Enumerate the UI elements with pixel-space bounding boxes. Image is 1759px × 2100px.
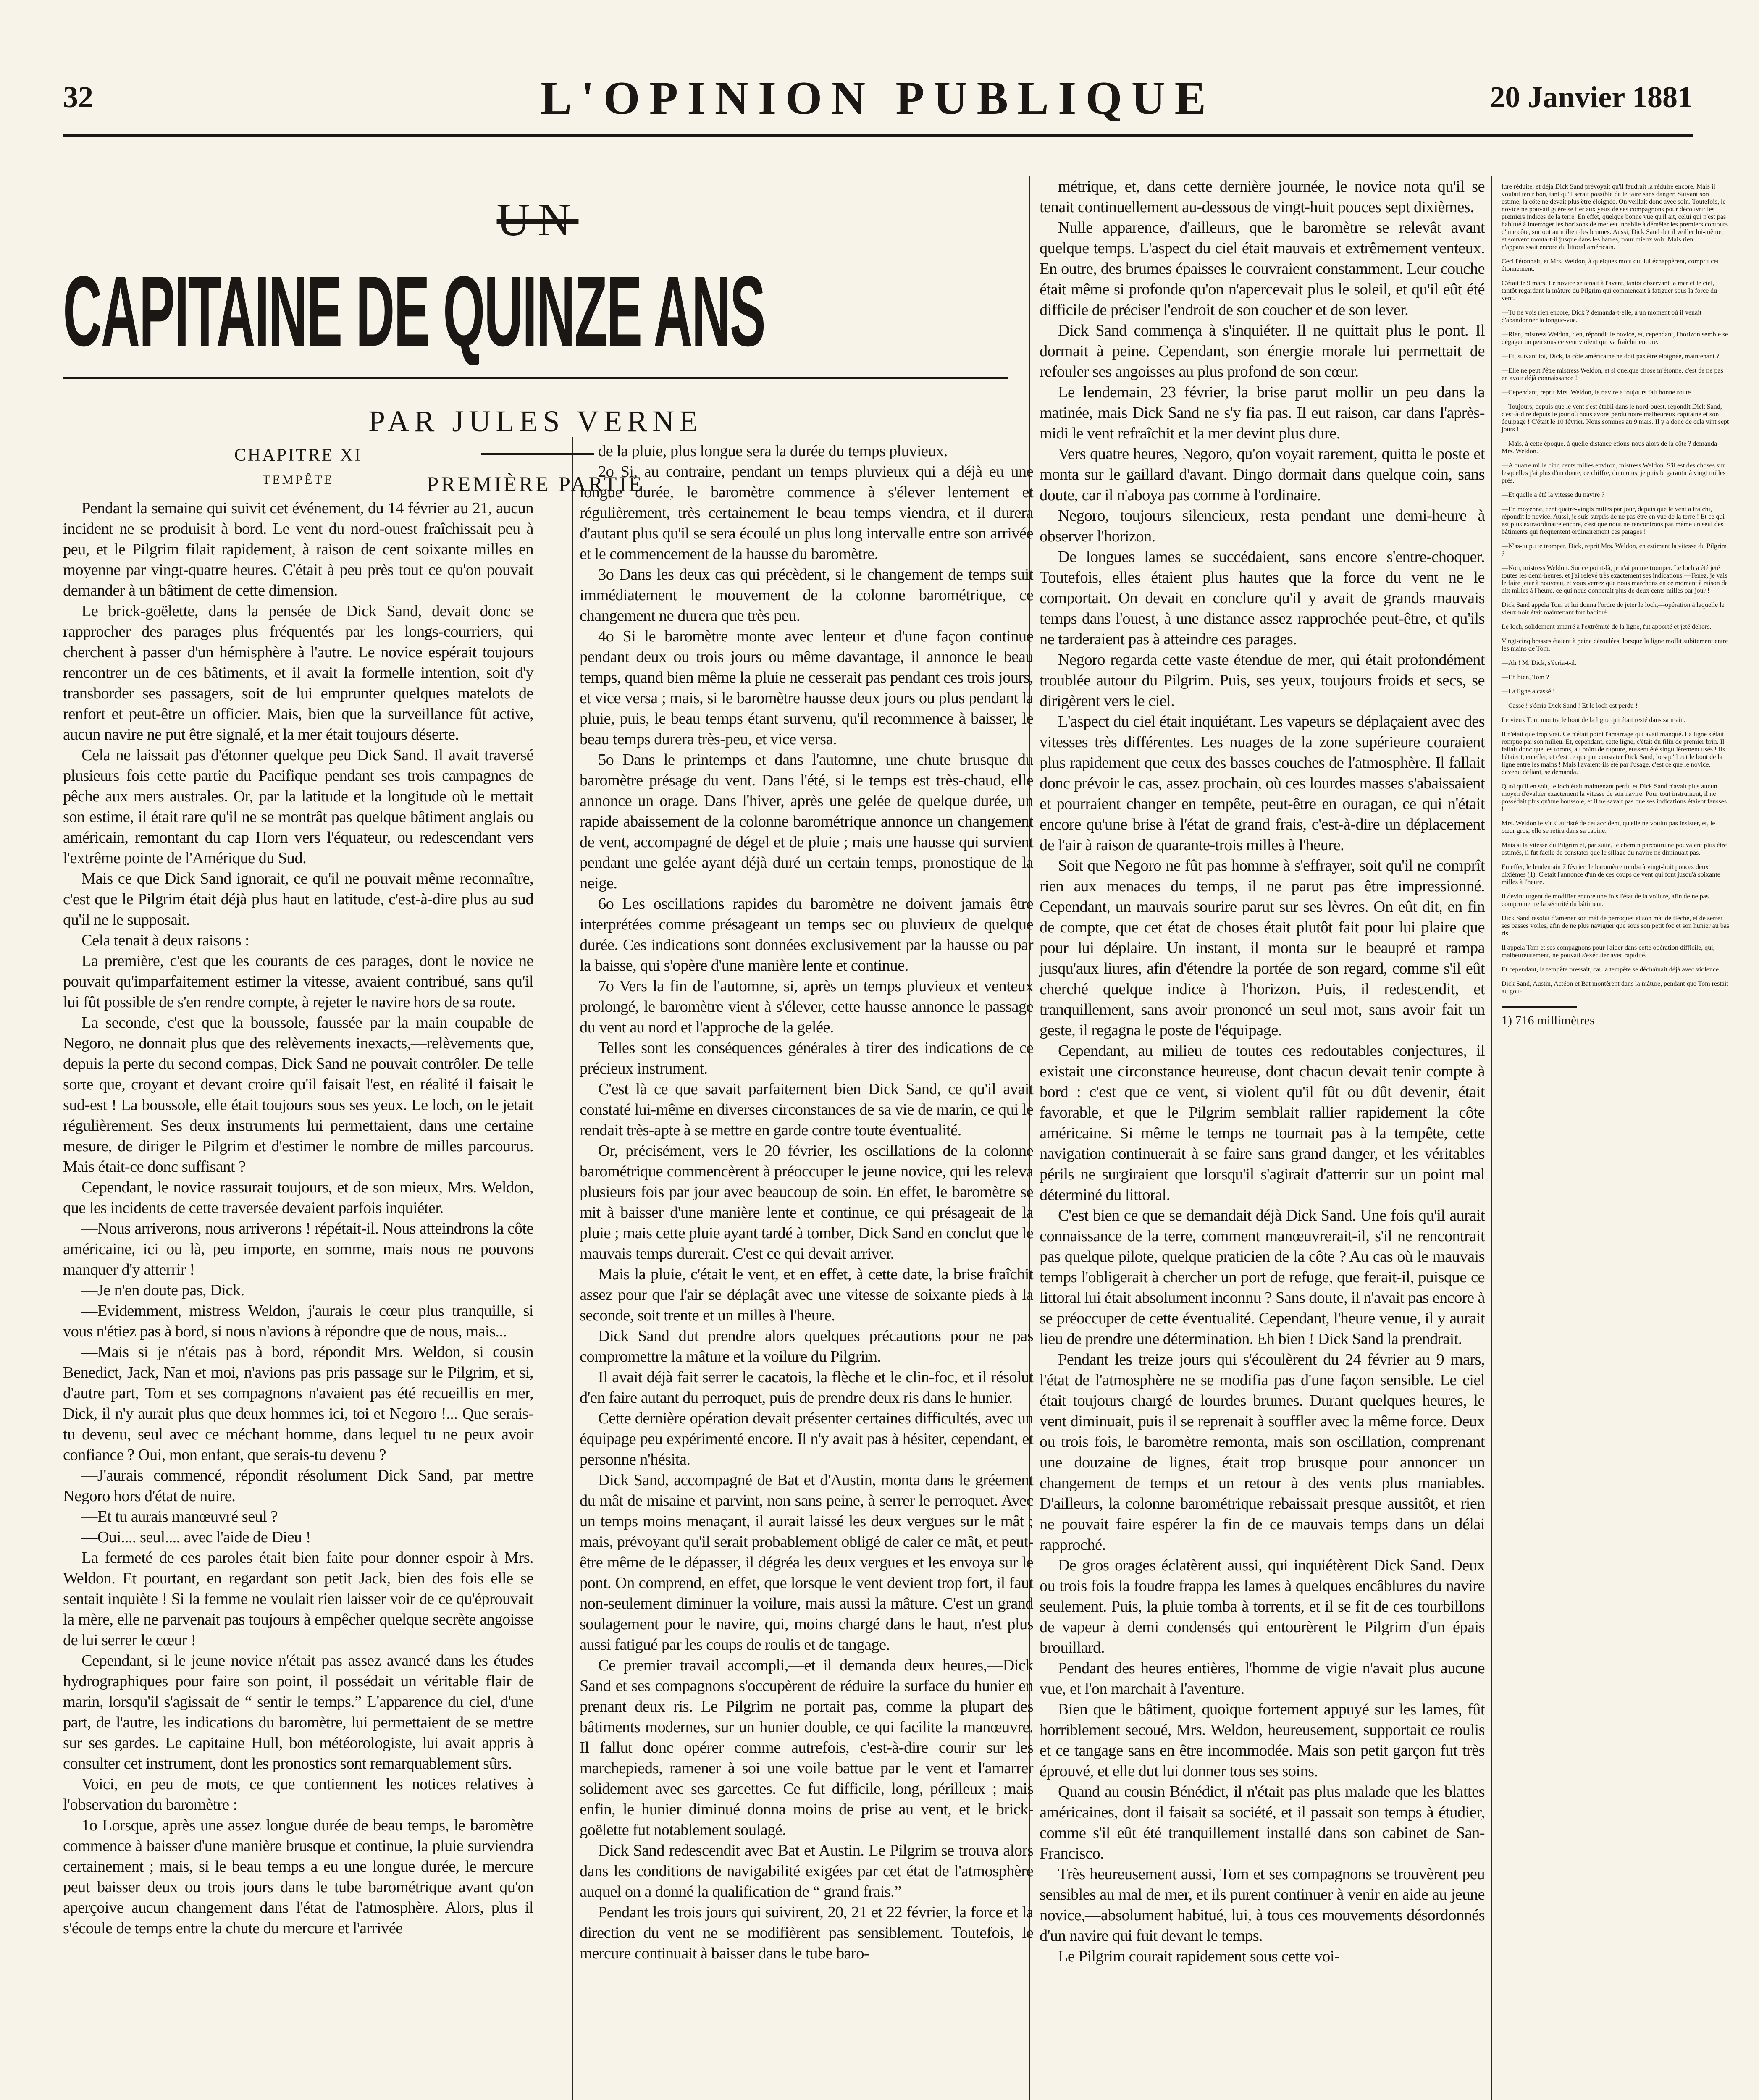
paragraph: —Toujours, depuis que le vent s'est établi dans le nord-ouest, répondit Dick Sand, c'est-à-dire depuis le jour où nous avons perdu notre malheureux capitaine et son équipage ! C'était le 10 février. Nous sommes au 9 mars. Il y a donc de cela vint sept jours ! bbox=[1502, 403, 1729, 433]
paragraph: La fermeté de ces paroles était bien faite pour donner espoir à Mrs. Weldon. Et pourtant, en regardant son petit Jack, bien des fois elle se sentait inquiète ! Si la femme ne voulait rien laisser voir de ce qu'éprouvait la mère, elle ne parvenait pas toujours à empêcher quelque secrète angoisse de lui serrer le cœur ! bbox=[63, 1549, 533, 1649]
part-heading: PREMIÈRE PARTIE bbox=[427, 472, 644, 496]
chapter-title: TEMPÊTE bbox=[263, 473, 334, 487]
paragraph: Pendant la semaine qui suivit cet événement, du 14 février au 21, aucun incident ne se produisit à bord. Le vent du nord-ouest fraîchissait peu à peu, et le Pilgrim filait rapidement, à raison de cent soixante milles en moyenne par vingt-quatre heures. C'était à peu près tout ce qu'on pouvait demander à un bâtiment de cette dimension. bbox=[63, 499, 533, 599]
paragraph: Mais si la vitesse du Pilgrim et, par suite, le chemin parcouru ne pouvaient plus être estimés, il fut facile de constater que le sillage du navire ne diminuait pas. bbox=[1502, 842, 1727, 856]
paragraph: —Nous arriverons, nous arriverons ! répétait-il. Nous atteindrons la côte américaine, ici ou là, peu importe, en somme, mais nous ne pouvons manquer d'y atterrir ! bbox=[63, 1220, 533, 1278]
page-number: 32 bbox=[63, 80, 93, 114]
masthead-rule bbox=[63, 134, 1693, 137]
paragraph: Il n'était que trop vrai. Ce n'était point l'amarrage qui avait manqué. La ligne s'était rompue par son milieu. Et, cependant, cette ligne, c'était du filin de premier brin. Il fallait donc que les torons, au point de rupture, eussent été singulièrement usés ! Ils l'étaient, en effet, et c'est ce que put constater Dick Sand, lorsqu'il eut le bout de la ligne entre les mains ! Mais l'avaient-ils été par l'usage, c'est ce que le novice, devenu défiant, se demanda. bbox=[1502, 731, 1725, 776]
paragraph: Le lendemain, 23 février, la brise parut mollir un peu dans la matinée, mais Dick Sand ne s'y fia pas. Il eut raison, car dans l'après-midi le vent refraîchit et la mer devint plus dure. bbox=[1040, 383, 1485, 442]
paragraph: 7o Vers la fin de l'automne, si, après un temps pluvieux et venteux prolongé, le baromètre vient à s'élever, cette hausse annonce le passage du vent au nord et l'approche de la gelée. bbox=[580, 977, 1033, 1036]
paragraph: —Ah ! M. Dick, s'écria-t-il. bbox=[1502, 659, 1577, 667]
paragraph: Voici, en peu de mots, ce que contiennent les notices relatives à l'observation du baromètre : bbox=[63, 1775, 533, 1814]
paragraph: lure réduite, et déjà Dick Sand prévoyait qu'il faudrait la réduire encore. Mais il voulait tenir bon, tant qu'il serait possible de le faire sans danger. Suivant son estime, la côte ne devait plus être éloignée. On veillait donc avec soin. Toutefois, le novice ne pouvait guère se fier aux yeux de ses compagnons pour découvrir les premiers indices de la terre. En effet, quelque bonne vue qu'il ait, celui qui n'est pas habitué à interroger les horizons de mer est inhabile à démêler les premiers contours d'une côte, surtout au milieu des brumes. Aussi, Dick Sand dut il veiller lui-même, et souvent monta-t-il jusque dans les barres, pour mieux voir. Mais rien n'apparaissait encore du littoral américain. bbox=[1502, 183, 1728, 251]
footnote: 1) 716 millimètres bbox=[1502, 1013, 1595, 1027]
paragraph: Negoro, toujours silencieux, resta pendant une demi-heure à observer l'horizon. bbox=[1040, 507, 1485, 545]
paragraph: Cela tenait à deux raisons : bbox=[81, 932, 249, 949]
column-divider bbox=[1491, 176, 1492, 2100]
feuilleton-title: CAPITAINE DE QUINZE ANS bbox=[63, 256, 765, 367]
paragraph: C'est là ce que savait parfaitement bien Dick Sand, ce qu'il avait constaté lui-même en diverses circonstances de sa vie de marin, ce qui le rendait très-apte à se mettre en garde contre toute éventualité. bbox=[580, 1080, 1033, 1139]
paragraph: Il devint urgent de modifier encore une fois l'état de la voilure, afin de ne pas compromettre la sécurité du bâtiment. bbox=[1502, 893, 1709, 908]
paragraph: —Rien, mistress Weldon, rien, répondit le novice, et, cependant, l'horizon semble se dégager un peu sous ce vent violent qui va fraîchir encore. bbox=[1502, 331, 1728, 346]
title-rule bbox=[63, 377, 1008, 379]
paragraph: Le Pilgrim courait rapidement sous cette voi- bbox=[1058, 1948, 1340, 1965]
paragraph: —Tu ne vois rien encore, Dick ? demanda-t-elle, à un moment où il venait d'abandonner la longue-vue. bbox=[1502, 309, 1702, 324]
paragraph: Dick Sand redescendit avec Bat et Austin. Le Pilgrim se trouva alors dans les conditions de navigabilité exigées par cet état de l'atmosphère auquel on a donné la qualification de “ grand frais.” bbox=[580, 1842, 1033, 1900]
newspaper-title: L'OPINION PUBLIQUE bbox=[540, 72, 1216, 124]
paragraph: Le loch, solidement amarré à l'extrémité de la ligne, fut apporté et jeté dehors. bbox=[1502, 623, 1712, 630]
paragraph: Et cependant, la tempête pressait, car la tempête se déchaînait déjà avec violence. bbox=[1502, 966, 1721, 973]
paragraph: Or, précisément, vers le 20 février, les oscillations de la colonne barométrique commencèrent à préoccuper le jeune novice, qui les releva plusieurs fois par jour avec beaucoup de soin. En effet, le baromètre se mit à baisser d'une manière lente et continue, ce qui présageait de la pluie ; mais cette pluie ayant tardé à tomber, Dick Sand en conclut que le mauvais temps durerait. C'est ce qui devait arriver. bbox=[580, 1142, 1033, 1263]
paragraph: Cependant, si le jeune novice n'était pas assez avancé dans les études hydrographiques pour faire son point, il possédait un véritable flair de marin, lorsqu'il s'agissait de “ sentir le temps.” L'apparence du ciel, d'une part, de l'autre, les indications du baromètre, lui permettaient de se mettre sur ses gardes. Le capitaine Hull, bon météorologiste, lui avait appris à consulter cet instrument, dont les pronostics sont remarquablement sûrs. bbox=[63, 1652, 533, 1772]
paragraph: Il appela Tom et ses compagnons pour l'aider dans cette opération difficile, qui, malheureusement, ne pouvait s'exécuter avec rapidité. bbox=[1502, 944, 1715, 959]
paragraph: Dick Sand, Austin, Actéon et Bat montèrent dans la mâture, pendant que Tom restait au gou- bbox=[1502, 980, 1728, 995]
paragraph: —J'aurais commencé, répondit résolument Dick Sand, par mettre Negoro hors d'état de nuire. bbox=[63, 1467, 533, 1505]
text-column-2 bbox=[580, 441, 1033, 1964]
paragraph: Dick Sand commença à s'inquiéter. Il ne quittait plus le pont. Il dormait à peine. Cependant, son énergie morale lui permettait de refouler ses angoisses au plus profond de son cœur. bbox=[1040, 322, 1485, 381]
column-1-body bbox=[63, 498, 533, 1939]
paragraph: Il avait déjà fait serrer le cacatois, la flèche et le clin-foc, et il résolut d'en faire autant du perroquet, puis de prendre deux ris dans le hunier. bbox=[580, 1368, 1033, 1407]
paragraph: Cependant, au milieu de toutes ces redoutables conjectures, il existait une circonstance heureuse, dont chacun devait tenir compte à bord : c'est que ce vent, si violent qu'il fût ou dût devenir, était favorable, et que le Pilgrim semblait rallier rapidement la côte américaine. Si même le temps ne tournait pas à la tempête, cette navigation continuerait à se faire sans grand danger, et les véritables périls ne surgiraient que lorsqu'il s'agirait d'atterrir sur un point mal déterminé du littoral. bbox=[1040, 1042, 1485, 1204]
paragraph: Mrs. Weldon le vit si attristé de cet accident, qu'elle ne voulut pas insister, et, le cœur gros, elle se retira dans sa cabine. bbox=[1502, 820, 1715, 835]
paragraph: —Je n'en doute pas, Dick. bbox=[81, 1281, 244, 1299]
paragraph: —Elle ne peut l'être mistress Weldon, et si quelque chose m'étonne, c'est de ne pas en avoir déjà connaissance ! bbox=[1502, 367, 1723, 382]
paragraph: Cette dernière opération devait présenter certaines difficultés, avec un équipage peu expérimenté encore. Il n'y avait pas à hésiter, cependant, et personne n'hésita. bbox=[580, 1410, 1033, 1468]
column-divider bbox=[572, 437, 573, 2100]
column-3-body bbox=[1040, 176, 1485, 1967]
text-column-4-body bbox=[1502, 176, 1730, 1028]
paragraph: —Et tu aurais manœuvré seul ? bbox=[81, 1508, 278, 1525]
paragraph: Pendant les trois jours qui suivirent, 20, 21 et 22 février, la force et la direction du vent ne se modifièrent pas sensiblement. Toutefois, le mercure continuait à baisser dans le tube baro- bbox=[580, 1903, 1033, 1962]
paragraph: —Mais, à cette époque, à quelle distance étions-nous alors de la côte ? demanda Mrs. Weldon. bbox=[1502, 440, 1717, 455]
paragraph: Cela ne laissait pas d'étonner quelque peu Dick Sand. Il avait traversé plusieurs fois cette partie du Pacifique pendant ses trois campagnes de pêche aux mers australes. Or, par la latitude et la longitude où le mettait son estime, il était rare qu'il ne se montrât pas quelque bâtiment anglais ou américain, remontant du cap Horn vers l'équateur, ou redescendant vers l'extrême pointe de l'Amérique du Sud. bbox=[63, 746, 533, 867]
title-article: UN bbox=[496, 194, 579, 245]
paragraph: Le vieux Tom montra le bout de la ligne qui était resté dans sa main. bbox=[1502, 717, 1686, 724]
paragraph: De longues lames se succédaient, sans encore s'entre-choquer. Toutefois, elles étaient plus hautes que la force du vent ne le comportait. On devait en conclure qu'il y avait de grands mauvais temps dans l'ouest, à une distance assez rapprochée peut-être, et qu'ils ne tarderaient pas à atteindre ces parages. bbox=[1040, 548, 1485, 648]
author-line: PAR JULES VERNE bbox=[368, 404, 703, 438]
issue-date: 20 Janvier 1881 bbox=[1490, 80, 1693, 114]
text-column-1 bbox=[63, 441, 533, 1939]
column-4-body bbox=[1502, 183, 1730, 995]
paragraph: C'est bien ce que se demandait déjà Dick Sand. Une fois qu'il aurait connaissance de la terre, comment manœuvrerait-il, s'il ne rencontrait pas quelque pilote, quelque praticien de la côte ? Au cas où le mauvais temps l'obligerait à chercher un port de refuge, que ferait-il, puisque ce littoral lui était absolument inconnu ? Sans doute, il n'avait pas encore à se préoccuper de cette éventualité. Cependant, l'heure venue, il y aurait lieu de prendre une détermination. Eh bien ! Dick Sand la prendrait. bbox=[1040, 1207, 1485, 1348]
column-2-body bbox=[580, 441, 1033, 1964]
paragraph: 1o Lorsque, après une assez longue durée de beau temps, le baromètre commence à baisser d'une manière brusque et continue, la pluie surviendra certainement ; mais, si le beau temps a eu une longue durée, le mercure peut baisser deux ou trois jours dans le tube barométrique avant qu'on aperçoive aucun changement dans l'état de l'atmosphère. Alors, plus il s'écoule de temps entre la chute du mercure et l'arrivée bbox=[63, 1816, 533, 1937]
paragraph: Negoro regarda cette vaste étendue de mer, qui était profondément troublée autour du Pilgrim. Puis, ses yeux, toujours froids et secs, se dirigèrent vers le ciel. bbox=[1040, 651, 1485, 710]
paragraph: Très heureusement aussi, Tom et ses compagnons se trouvèrent peu sensibles au mal de mer, et ils purent continuer à venir en aide au jeune novice,—absolument habitué, lui, à tous ces mouvements désordonnés d'un navire qui fuit devant le temps. bbox=[1040, 1865, 1485, 1945]
paragraph: 5o Dans le printemps et dans l'automne, une chute brusque du baromètre présage du vent. Dans l'été, si le temps est très-chaud, elle annonce un orage. Dans l'hiver, après une gelée de quelque durée, un rapide abaissement de la colonne barométrique annonce un changement de vent, accompagné de dégel et de pluie ; mais une hausse qui survient pendant une gelée ayant déjà duré un certain temps, pronostique de la neige. bbox=[580, 751, 1033, 892]
paragraph: 4o Si le baromètre monte avec lenteur et d'une façon continue pendant deux ou trois jours ou même davantage, il annonce le beau temps, quand bien même la pluie ne cesserait pas pendant ces trois jours, et vice versa ; mais, si le baromètre hausse deux jours ou plus pendant la pluie, puis, le beau temps étant survenu, qu'il recommence à baisser, le beau temps durera très-peu, et vice versa. bbox=[580, 627, 1033, 748]
paragraph: —Evidemment, mistress Weldon, j'aurais le cœur plus tranquille, si vous n'étiez pas à bord, si nous n'avions à répondre que de nous, mais... bbox=[63, 1302, 533, 1340]
paragraph: de la pluie, plus longue sera la durée du temps pluvieux. bbox=[598, 442, 948, 460]
paragraph: Ceci l'étonnait, et Mrs. Weldon, à quelques mots qui lui échappèrent, comprit cet étonnement. bbox=[1502, 258, 1719, 273]
paragraph: Dick Sand appela Tom et lui donna l'ordre de jeter le loch,—opération à laquelle le vieux noir était maintenant fort habitué. bbox=[1502, 601, 1725, 616]
paragraph: Vers quatre heures, Negoro, qu'on voyait rarement, quitta le poste et monta sur le gaillard d'avant. Dingo dormait dans quelque coin, sans doute, car il n'aboya pas comme à l'ordinaire. bbox=[1040, 445, 1485, 504]
paragraph: Soit que Negoro ne fût pas homme à s'effrayer, soit qu'il ne comprît rien aux menaces du temps, il ne parut pas être impressionné. Cependant, un mauvais sourire parut sur ses lèvres. On eût dit, en fin de compte, que cet état de choses était plutôt fait pour lui plaire que pour lui déplaire. Un instant, il monta sur le beaupré et rampa jusqu'aux liures, afin d'étendre la portée de son regard, comme s'il eût cherché quelque indice à l'horizon. Puis, il redescendit, et tranquillement, sans avoir prononcé un seul mot, sans avoir fait un geste, il regagna le poste de l'équipage. bbox=[1040, 857, 1485, 1039]
paragraph: Telles sont les conséquences générales à tirer des indications de ce précieux instrument. bbox=[580, 1039, 1033, 1077]
paragraph: De gros orages éclatèrent aussi, qui inquiétèrent Dick Sand. Deux ou trois fois la foudre frappa les lames à quelques encâblures du navire seulement. Puis, la pluie tomba à torrents, et il se fit de ces tourbillons de vapeur à demi condensés qui entourèrent le Pilgrim d'un épais brouillard. bbox=[1040, 1557, 1485, 1656]
paragraph: Pendant des heures entières, l'homme de vigie n'avait plus aucune vue, et l'on marchait à l'aventure. bbox=[1040, 1659, 1485, 1698]
paragraph: Dick Sand, accompagné de Bat et d'Austin, monta dans le gréement du mât de misaine et parvint, non sans peine, à serrer le perroquet. Avec un temps moins menaçant, il aurait laissé les deux vergues sur le mât ; mais, prévoyant qu'il serait probablement obligé de caler ce mât, et peut-être même de le dépasser, il dégréa les deux vergues et les envoya sur le pont. On comprend, en effet, que lorsque le vent devient trop fort, il faut non-seulement diminuer la voilure, mais aussi la mâture. C'est un grand soulagement pour le navire, qui, moins chargé dans le haut, n'est plus aussi fatigué par les coups de roulis et de tangage. bbox=[580, 1471, 1033, 1654]
paragraph: Bien que le bâtiment, quoique fortement appuyé sur les lames, fût horriblement secoué, Mrs. Weldon, heureusement, supportait ce roulis et ce tangage sans en être incommodée. Mais son petit garçon fut très éprouvé, et elle dut lui donner tous ses soins. bbox=[1040, 1701, 1485, 1780]
text-column-3 bbox=[1040, 176, 1485, 1967]
paragraph: Cependant, le novice rassurait toujours, et de son mieux, Mrs. Weldon, que les incidents de cette traversée devaient parfois inquiéter. bbox=[63, 1179, 533, 1217]
paragraph: —La ligne a cassé ! bbox=[1502, 688, 1555, 695]
paragraph: —Mais si je n'étais pas à bord, répondit Mrs. Weldon, si cousin Benedict, Jack, Nan et moi, n'avions pas pris passage sur le Pilgrim, et si, d'autre part, Tom et ses compagnons n'avaient pas été recueillis en mer, Dick, il n'y aurait plus que deux hommes ici, toi et Negoro !... Que serais-tu devenu, seul avec ce méchant homme, dans lequel tu ne peux avoir confiance ? Oui, mon enfant, que serais-tu devenu ? bbox=[63, 1343, 533, 1464]
paragraph: 2o Si, au contraire, pendant un temps pluvieux qui a déjà eu une longue durée, le baromètre commence à s'élever lentement et régulièrement, très certainement le beau temps viendra, et il durera d'autant plus qu'il se sera écoulé un plus long intervalle entre son arrivée et le commencement de la hausse du baromètre. bbox=[580, 463, 1033, 563]
paragraph: Nulle apparence, d'ailleurs, que le baromètre se relevât avant quelque temps. L'aspect du ciel était mauvais et extrêmement venteux. En outre, des brumes épaisses le couvraient constamment. Leur couche était même si profonde qu'on n'apercevait plus le soleil, et qu'il eût été difficile de préciser l'endroit de son coucher et de son lever. bbox=[1040, 219, 1485, 319]
paragraph: Dick Sand dut prendre alors quelques précautions pour ne pas compromettre la mâture et la voilure du Pilgrim. bbox=[580, 1327, 1033, 1365]
paragraph: —Et, suivant toi, Dick, la côte américaine ne doit pas être éloignée, maintenant ? bbox=[1502, 353, 1720, 360]
paragraph: —En moyenne, cent quatre-vingts milles par jour, depuis que le vent a fraîchi, répondit le novice. Aussi, je suis surpris de ne pas être en vue de la terre ! Et ce qui est plus extraordinaire encore, c'est que nous ne rencontrons pas même un seul des bâtiments qui fréquentent ordinairement ces parages ! bbox=[1502, 506, 1725, 536]
paragraph: —N'as-tu pu te tromper, Dick, reprit Mrs. Weldon, en estimant la vitesse du Pilgrim ? bbox=[1502, 543, 1727, 557]
paragraph: En effet, le lendemain 7 février, le baromètre tomba à vingt-huit pouces deux dixièmes (1). C'était l'annonce d'un de ces coups de vent qui font jusqu'à soixante milles à l'heure. bbox=[1502, 864, 1720, 886]
paragraph: —Et quelle a été la vitesse du navire ? bbox=[1502, 491, 1605, 499]
paragraph: —A quatre mille cinq cents milles environ, mistress Weldon. S'il est des choses sur lesquelles j'ai plus d'un doute, ce chiffre, du moins, je puis le garantir à vingt milles près. bbox=[1502, 462, 1726, 484]
paragraph: 6o Les oscillations rapides du baromètre ne doivent jamais être interprétées comme présageant un temps sec ou pluvieux de quelque durée. Ces indications sont données exclusivement par la hausse ou par la baisse, qui s'opère d'une manière lente et continue. bbox=[580, 895, 1033, 974]
paragraph: 3o Dans les deux cas qui précèdent, si le changement de temps suit immédiatement le mouvement de la colonne barométrique, ce changement ne durera que très peu. bbox=[580, 566, 1033, 625]
chapter-heading: CHAPITRE XI bbox=[234, 446, 362, 465]
paragraph: Mais la pluie, c'était le vent, et en effet, à cette date, la brise fraîchit assez pour que l'air se déplaçât avec une vitesse de soixante pieds à la seconde, soit trente et un milles à l'heure. bbox=[580, 1265, 1033, 1324]
paragraph: L'aspect du ciel était inquiétant. Les vapeurs se déplaçaient avec des vitesses très différentes. Les nuages de la zone supérieure couraient plus rapidement que ceux des basses couches de l'atmosphère. Il fallait donc prévoir le cas, assez prochain, où ces lourdes masses s'abaissaient et pourraient changer en tempête, peut-être en ouragan, ce qui n'était encore qu'une brise à l'état de grand frais, c'est-à-dire un déplacement de l'air à raison de quarante-trois milles à l'heure. bbox=[1040, 713, 1485, 854]
newspaper-page bbox=[63, 71, 1693, 2100]
paragraph: —Eh bien, Tom ? bbox=[1502, 674, 1549, 681]
paragraph: Ce premier travail accompli,—et il demanda deux heures,—Dick Sand et ses compagnons s'occupèrent de réduire la surface du hunier en prenant deux ris. Le Pilgrim ne portait pas, comme la plupart des bâtiments modernes, sur un hunier double, ce qui facilite la manœuvre. Il fallut donc opérer comme autrefois, c'est-à-dire courir sur les marchepieds, ramener à soi une voile battue par le vent et l'amarrer solidement avec ses garcettes. Ce fut difficile, long, périlleux ; mais enfin, le hunier diminué donna moins de prise au vent, et le brick-goëlette fut notablement soulagé. bbox=[580, 1656, 1033, 1839]
masthead bbox=[63, 71, 1693, 134]
paragraph: —Cassé ! s'écria Dick Sand ! Et le loch est perdu ! bbox=[1502, 702, 1638, 709]
paragraph: —Oui.... seul.... avec l'aide de Dieu ! bbox=[81, 1528, 311, 1546]
paragraph: Quoi qu'il en soit, le loch était maintenant perdu et Dick Sand n'avait plus aucun moyen d'évaluer exactement la vitesse de son navire. Pour tout instrument, il ne possédait plus qu'une boussole, et il ne savait pas que ses indications étaient fausses ! bbox=[1502, 783, 1727, 813]
paragraph: C'était le 9 mars. Le novice se tenait à l'avant, tantôt observant la mer et le ciel, tantôt regardant la mâture du Pilgrim qui commençait à fatiguer sous la force du vent. bbox=[1502, 280, 1717, 302]
paragraph: Vingt-cinq brasses étaient à peine déroulées, lorsque la ligne mollit subitement entre les mains de Tom. bbox=[1502, 638, 1728, 652]
paragraph: La seconde, c'est que la boussole, faussée par la main coupable de Negoro, ne donnait plus que des relèvements inexacts,—relèvements que, depuis la perte du second compas, Dick Sand ne pouvait contrôler. De telle sorte que, croyant et devant croire qu'il faisait l'est, en réalité il faisait le sud-est ! La boussole, elle était toujours sous ses yeux. Le loch, on le jetait régulièrement. Ses deux instruments lui permettaient, dans une certaine mesure, de diriger le Pilgrim et d'estimer le nombre de milles parcourus. Mais était-ce donc suffisant ? bbox=[63, 1014, 533, 1176]
paragraph: Le brick-goëlette, dans la pensée de Dick Sand, devait donc se rapprocher des parages plus fréquentés par les longs-courriers, qui cherchent à passer d'un hémisphère à l'autre. Le novice espérait toujours rencontrer un de ces bâtiments, et il avait la formelle intention, soit d'y transborder ses passagers, soit de lui emprunter quelques matelots de renfort et peut-être un officier. Mais, bien que la surveillance fût active, aucun navire ne put être signalé, et la mer était toujours déserte. bbox=[63, 602, 533, 743]
paragraph: Dick Sand résolut d'amener son mât de perroquet et son mât de flèche, et de serrer ses basses voiles, afin de ne plus naviguer que sous son petit foc et son hunier au bas ris. bbox=[1502, 915, 1730, 937]
paragraph: Quand au cousin Bénédict, il n'était pas plus malade que les blattes américaines, dont il faisait sa société, et il passait son temps à étudier, comme s'il eût été tranquillement installé dans son cabinet de San-Francisco. bbox=[1040, 1783, 1485, 1862]
footnote-rule bbox=[1502, 1006, 1577, 1008]
paragraph: La première, c'est que les courants de ces parages, dont le novice ne pouvait qu'imparfaitement estimer la vitesse, avaient contribué, sans qu'il lui fût possible de s'en rendre compte, à rejeter le navire hors de sa route. bbox=[63, 952, 533, 1011]
paragraph: métrique, et, dans cette dernière journée, le novice nota qu'il se tenait continuellement au-dessous de vingt-huit pouces sept dixièmes. bbox=[1040, 178, 1485, 216]
paragraph: —Non, mistress Weldon. Sur ce point-là, je n'ai pu me tromper. Le loch a été jeté toutes les demi-heures, et j'ai relevé très exactement ses indications.—Tenez, je vais le faire jeter à nouveau, et vous verrez que nous marchons en ce moment à raison de dix milles à l'heure, ce qui nous donnerait plus de deux cents milles par jour ! bbox=[1502, 564, 1728, 594]
paragraph: Mais ce que Dick Sand ignorait, ce qu'il ne pouvait même reconnaître, c'est que le Pilgrim était déjà plus haut en latitude, c'est-à-dire plus au sud qu'il ne le supposait. bbox=[63, 870, 533, 929]
paragraph: —Cependant, reprit Mrs. Weldon, le navire a toujours fait bonne route. bbox=[1502, 389, 1693, 396]
paragraph: Pendant les treize jours qui s'écoulèrent du 24 février au 9 mars, l'état de l'atmosphère ne se modifia pas d'une façon sensible. Le ciel était toujours chargé de lourdes brumes. Durant quelques heures, le vent diminuait, puis il se reprenait à souffler avec la même force. Deux ou trois fois, le baromètre remonta, mais son oscillation, comprenant une douzaine de lignes, était trop brusque pour annoncer un changement de temps et un retour à des vents plus maniables. D'ailleurs, la colonne barométrique rebaissait presque aussitôt, et rien ne pouvait faire espérer la fin de ce mauvais temps dans un délai rapproché. bbox=[1040, 1351, 1485, 1554]
